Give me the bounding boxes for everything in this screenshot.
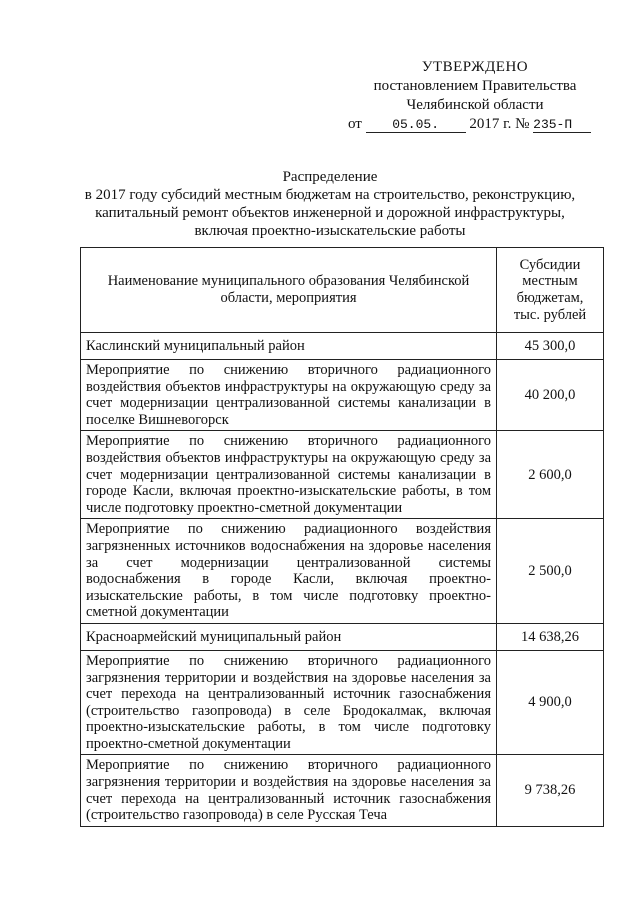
approval-line-2: Челябинской области xyxy=(406,97,544,113)
col-name-header: Наименование муниципального образования Челябинской области, мероприятия xyxy=(81,248,497,333)
approval-dateline xyxy=(348,115,610,134)
row-sum: 14 638,26 xyxy=(497,623,604,650)
row-name: Красноармейский муниципальный район xyxy=(81,623,497,650)
row-name: Мероприятие по снижению вторичного радиационного загрязнения территории и воздействия на здоровье населения за счет перехода на централизованный источник газоснабжения (строительство газопровода) в селе Бродокалмак, включая проектно-изыскательские работы, в том числе подготовку проектно-сметной документации xyxy=(81,650,497,755)
subsidy-table xyxy=(80,247,604,827)
table-row xyxy=(81,333,604,360)
table-row xyxy=(81,360,604,431)
row-sum: 45 300,0 xyxy=(497,333,604,360)
document-heading xyxy=(60,168,600,240)
row-sum: 4 900,0 xyxy=(497,650,604,755)
row-sum: 2 500,0 xyxy=(497,519,604,624)
number-field: 235-П xyxy=(533,117,591,133)
table-row xyxy=(81,650,604,755)
row-name: Мероприятие по снижению вторичного радиационного загрязнения территории и воздействия на здоровье населения за счет перехода на централизованный источник газоснабжения (строительство газопровода) в селе Русская Теча xyxy=(81,755,497,826)
heading-line-4: включая проектно-изыскательские работы xyxy=(194,223,466,239)
heading-line-3: капитальный ремонт объектов инженерной и дорожной инфраструктуры, xyxy=(95,205,565,221)
table-row xyxy=(81,755,604,826)
row-name: Мероприятие по снижению радиационного воздействия загрязненных источников водоснабжения на здоровье населения за счет модернизации централизованной системы водоснабжения в городе Касли, включая проектно-изыскательские работы, в том числе подготовку проектно-сметной документации xyxy=(81,519,497,624)
approval-stamp xyxy=(340,58,610,134)
row-sum: 2 600,0 xyxy=(497,431,604,519)
row-name: Мероприятие по снижению вторичного радиационного воздействия объектов инфраструктуры на окружающую среду за счет модернизации централизованной системы канализации в городе Касли, включая проектно-изыскательские работы, в том числе подготовку проектно-сметной документации xyxy=(81,431,497,519)
col-sum-header: Субсидии местным бюджетам, тыс. рублей xyxy=(497,248,604,333)
row-sum: 9 738,26 xyxy=(497,755,604,826)
row-name: Каслинский муниципальный район xyxy=(81,333,497,360)
approval-line-1: постановлением Правительства xyxy=(373,78,577,94)
date-prefix: от xyxy=(348,116,362,132)
heading-line-2: в 2017 году субсидий местным бюджетам на строительство, реконструкцию, xyxy=(84,187,576,203)
row-name: Мероприятие по снижению вторичного радиационного воздействия объектов инфраструктуры на окружающую среду за счет модернизации централизованной системы канализации в поселке Вишневогорск xyxy=(81,360,497,431)
year-text: 2017 г. № xyxy=(469,116,530,132)
approval-title: УТВЕРЖДЕНО xyxy=(421,59,529,75)
table-row xyxy=(81,431,604,519)
table-row xyxy=(81,519,604,624)
date-field: 05.05. xyxy=(366,117,466,133)
heading-line-1: Распределение xyxy=(282,169,378,185)
row-sum: 40 200,0 xyxy=(497,360,604,431)
table-header-row xyxy=(81,248,604,333)
table-row xyxy=(81,623,604,650)
